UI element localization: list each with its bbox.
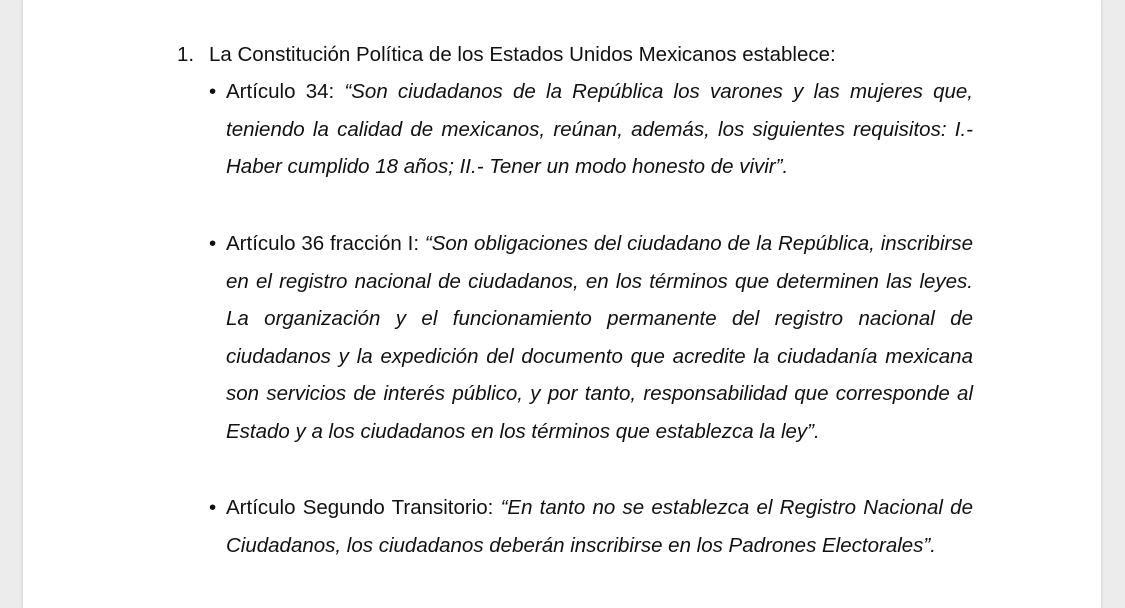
numbered-list-item [177, 36, 977, 74]
article-label: Artículo 36 fracción I: [226, 232, 425, 255]
article-quote: “En tanto no se establezca el Registro Nacional de Ciudadanos, los ciudadanos deberán inscribirse en los Padrones Electorales”. [226, 496, 973, 557]
list-item-text: La Constitución Política de los Estados Unidos Mexicanos establece: [209, 43, 836, 66]
bullet-body [226, 489, 973, 564]
bullet-body [226, 225, 973, 450]
article-quote: “Son ciudadanos de la República los varones y las mujeres que, teniendo la calidad de mexicanos, reúnan, además, los siguientes requisitos: I.- Haber cumplido 18 años; II.- Tener un modo honesto de vivir”. [226, 80, 974, 178]
bullet-item-articulo-36 [209, 225, 973, 450]
list-item-number: 1. [177, 43, 195, 66]
bullet-item-segundo-transitorio [209, 489, 973, 564]
bullet-icon: • [209, 496, 217, 519]
article-quote: “Son obligaciones del ciudadano de la República, inscribirse en el registro nacional de ciudadanos, en los términos que determinen las leyes. La organización y el funcionamiento permanente del registro nacional de ciudadanos y la expedición del documento que acredite la ciudadanía mexicana son servicios de interés público, y por tanto, responsabilidad que corresponde al Estado y a los ciudadanos en los términos que establezca la ley”. [226, 232, 973, 443]
bullet-icon: • [209, 80, 217, 103]
article-label: Artículo Segundo Transitorio: [226, 496, 501, 519]
bullet-item-articulo-34 [209, 73, 973, 186]
bullet-body [226, 73, 973, 186]
bullet-icon: • [209, 232, 217, 255]
document-page [23, 0, 1101, 608]
article-label: Artículo 34: [226, 80, 345, 103]
